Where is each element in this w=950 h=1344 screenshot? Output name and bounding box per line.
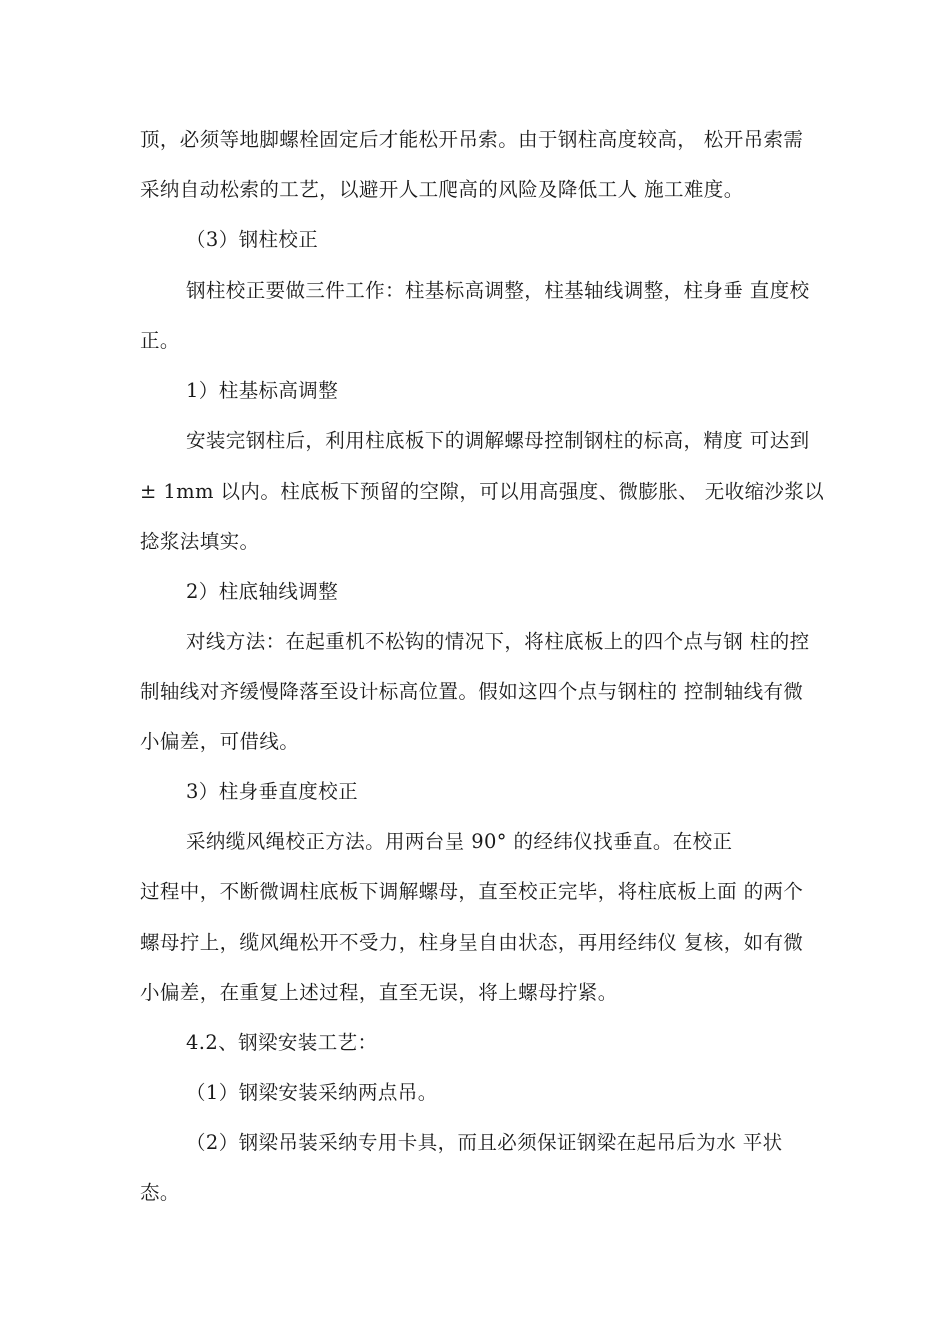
section-heading: （3）钢柱校正 bbox=[186, 228, 319, 251]
subsection-heading: 2）柱底轴线调整 bbox=[186, 580, 339, 603]
text-line: 捻浆法填实。 bbox=[140, 530, 260, 553]
text-line: 螺母拧上，缆风绳松开不受力，柱身呈自由状态，再用经纬仪 复核，如有微 bbox=[140, 931, 804, 954]
text-line: 过程中，不断微调柱底板下调解螺母，直至校正完毕，将柱底板上面 的两个 bbox=[140, 880, 804, 903]
text-line: 对线方法：在起重机不松钩的情况下，将柱底板上的四个点与钢 柱的控 bbox=[186, 630, 810, 653]
list-item: （1）钢梁安装采纳两点吊。 bbox=[186, 1081, 438, 1104]
section-heading: 4.2、钢梁安装工艺： bbox=[186, 1031, 378, 1054]
subsection-heading: 3）柱身垂直度校正 bbox=[186, 780, 359, 803]
text-line: ± 1mm 以内。柱底板下预留的空隙，可以用高强度、微膨胀、 无收缩沙浆以 bbox=[140, 480, 825, 503]
text-line: 采纳自动松索的工艺，以避开人工爬高的风险及降低工人 施工难度。 bbox=[140, 178, 744, 201]
text-line: 顶，必须等地脚螺栓固定后才能松开吊索。由于钢柱高度较高， 松开吊索需 bbox=[140, 128, 804, 151]
text-line: 小偏差，在重复上述过程，直至无误，将上螺母拧紧。 bbox=[140, 981, 618, 1004]
list-item: （2）钢梁吊装采纳专用卡具，而且必须保证钢梁在起吊后为水 平状 bbox=[186, 1131, 783, 1154]
text-line: 钢柱校正要做三件工作：柱基标高调整，柱基轴线调整，柱身垂 直度校 bbox=[186, 279, 810, 302]
subsection-heading: 1）柱基标高调整 bbox=[186, 379, 339, 402]
text-line: 态。 bbox=[140, 1181, 180, 1204]
text-line: 采纳缆风绳校正方法。用两台呈 90° 的经纬仪找垂直。在校正 bbox=[186, 830, 733, 853]
text-line: 正。 bbox=[140, 329, 180, 352]
text-line: 小偏差，可借线。 bbox=[140, 730, 300, 753]
text-line: 安装完钢柱后，利用柱底板下的调解螺母控制钢柱的标高，精度 可达到 bbox=[186, 429, 810, 452]
text-line: 制轴线对齐缓慢降落至设计标高位置。假如这四个点与钢柱的 控制轴线有微 bbox=[140, 680, 804, 703]
